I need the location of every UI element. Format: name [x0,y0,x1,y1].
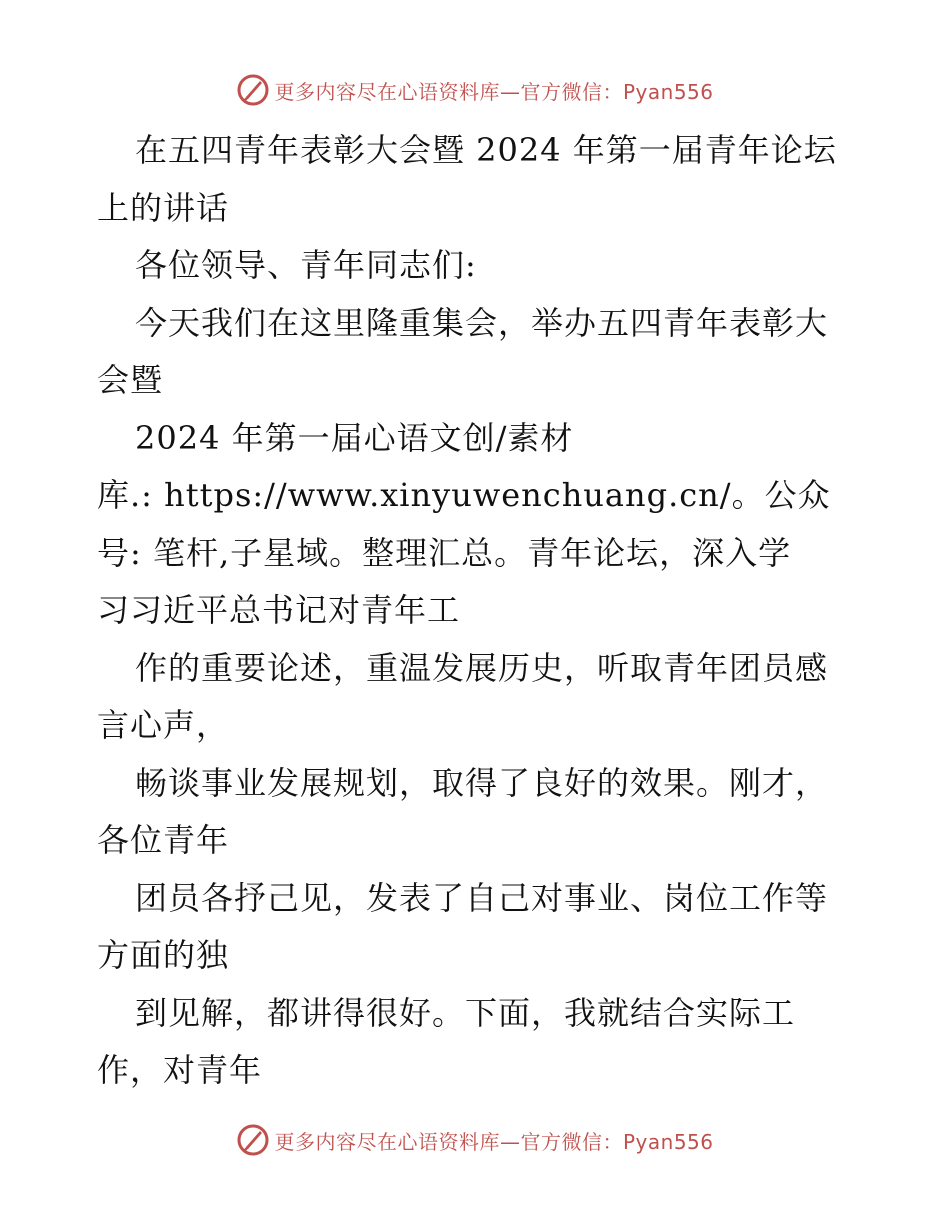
footer-watermark-label [274,1126,713,1155]
title-line-2: 上的讲话 [97,188,230,227]
paragraph-line: 到见解，都讲得很好。下面，我就结合实际工 [135,993,796,1032]
header-watermark-label [274,76,713,105]
salutation: 各位领导、青年同志们: [135,246,477,284]
paragraph-line: 团员各抒己见，发表了自己对事业、岗位工作等 [135,878,829,917]
paragraph-line: 各位青年 [97,821,230,859]
quill-logo-icon [236,1123,270,1157]
quill-logo-icon [236,73,270,107]
footer-watermark-text: 更多内容尽在心语资料库—官方微信： [274,1129,623,1154]
paragraph-line: 作的重要论述，重温发展历史，听取青年团员感 [135,648,829,687]
paragraph-line: 今天我们在这里隆重集会，举办五四青年表彰大 [135,303,829,342]
paragraph-line: 习习近平总书记对青年工 [97,591,461,629]
paragraph-line: 言心声， [97,706,230,744]
header-watermark-id: Pyan556 [622,79,714,104]
paragraph-line: 作，对青年 [97,1051,263,1089]
paragraph-line: 畅谈事业发展规划，取得了良好的效果。刚才， [135,763,829,802]
footer-watermark-id: Pyan556 [622,1129,714,1154]
header-watermark-text: 更多内容尽在心语资料库—官方微信： [274,79,623,104]
paragraph-line: 库.: https://www.xinyuwenchuang.cn/。公众 [97,476,831,514]
footer-watermark [0,1120,950,1160]
speech-body [97,122,857,1100]
title-line-1: 在五四青年表彰大会暨 2024 年第一届青年论坛 [135,131,837,169]
paragraph-line: 会暨 [97,361,164,399]
paragraph-line: 方面的独 [97,936,230,974]
header-watermark [0,70,950,110]
paragraph-line: 号: 笔杆,子星域。整理汇总。青年论坛，深入学 [97,533,792,572]
paragraph-line: 2024 年第一届心语文创/素材 [135,418,574,457]
